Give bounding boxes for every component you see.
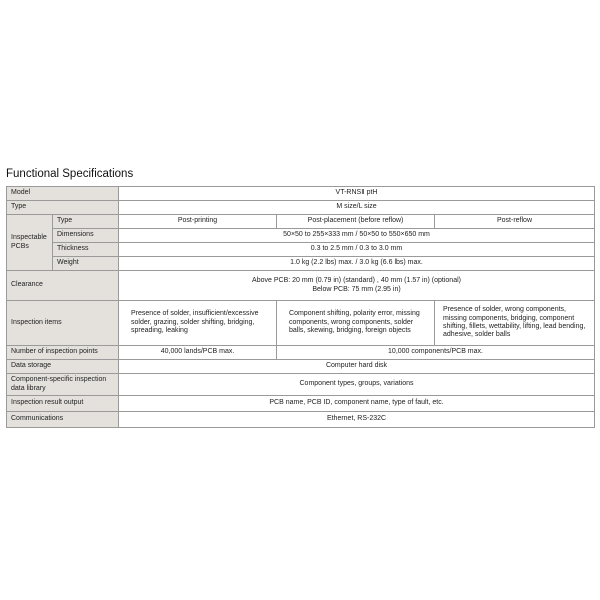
row-inspection-items bbox=[7, 301, 595, 346]
thickness-value: 0.3 to 2.5 mm / 0.3 to 3.0 mm bbox=[119, 243, 595, 257]
row-clearance bbox=[7, 271, 595, 301]
row-data-library bbox=[7, 374, 595, 396]
storage-value: Computer hard disk bbox=[119, 360, 595, 374]
points-value-components: 10,000 components/PCB max. bbox=[277, 346, 595, 360]
row-communications bbox=[7, 412, 595, 428]
clearance-below: Below PCB: 75 mm (2.95 in) bbox=[312, 285, 401, 293]
inspection-post-printing: Presence of solder, insufficient/excessive solder, grazing, solder shifting, bridging, spreading, leaking bbox=[119, 301, 277, 346]
thickness-label: Thickness bbox=[53, 243, 119, 257]
pcb-type-post-printing: Post-printing bbox=[119, 215, 277, 229]
row-pcb-dimensions bbox=[7, 229, 595, 243]
inspection-post-reflow: Presence of solder, wrong components, missing components, bridging, component shifting, fillets, wettability, lifting, lead bending, adhesive, solder balls bbox=[435, 301, 595, 346]
result-label: Inspection result output bbox=[7, 396, 119, 412]
type-label: Type bbox=[7, 201, 119, 215]
comms-value: Ethernet, RS-232C bbox=[119, 412, 595, 428]
page-title: Functional Specifications bbox=[6, 168, 134, 180]
row-pcb-thickness bbox=[7, 243, 595, 257]
model-label: Model bbox=[7, 187, 119, 201]
pcb-type-label: Type bbox=[53, 215, 119, 229]
inspection-post-placement: Component shifting, polarity error, missing components, wrong components, solder balls, skewing, bridging, foreign objects bbox=[277, 301, 435, 346]
clearance-label: Clearance bbox=[7, 271, 119, 301]
weight-label: Weight bbox=[53, 257, 119, 271]
row-model bbox=[7, 187, 595, 201]
row-type bbox=[7, 201, 595, 215]
row-pcb-weight bbox=[7, 257, 595, 271]
row-pcb-type bbox=[7, 215, 595, 229]
model-value: VT-RNSⅡ ptH bbox=[119, 187, 595, 201]
library-label: Component-specific inspection data library bbox=[7, 374, 119, 396]
row-inspection-points bbox=[7, 346, 595, 360]
spec-table bbox=[6, 186, 595, 428]
library-value: Component types, groups, variations bbox=[119, 374, 595, 396]
storage-label: Data storage bbox=[7, 360, 119, 374]
clearance-value bbox=[119, 271, 595, 301]
pcb-type-post-placement: Post-placement (before reflow) bbox=[277, 215, 435, 229]
dimensions-label: Dimensions bbox=[53, 229, 119, 243]
points-label: Number of inspection points bbox=[7, 346, 119, 360]
spec-section bbox=[6, 168, 594, 428]
dimensions-value: 50×50 to 255×333 mm / 50×50 to 550×650 mm bbox=[119, 229, 595, 243]
inspection-items-label: Inspection items bbox=[7, 301, 119, 346]
weight-value: 1.0 kg (2.2 lbs) max. / 3.0 kg (6.6 lbs) max. bbox=[119, 257, 595, 271]
row-data-storage bbox=[7, 360, 595, 374]
comms-label: Communications bbox=[7, 412, 119, 428]
type-value: M size/L size bbox=[119, 201, 595, 215]
clearance-above: Above PCB: 20 mm (0.79 in) (standard) , 40 mm (1.57 in) (optional) bbox=[252, 277, 461, 285]
inspectable-pcbs-label: Inspectable PCBs bbox=[7, 215, 53, 271]
result-value: PCB name, PCB ID, component name, type of fault, etc. bbox=[119, 396, 595, 412]
row-result-output bbox=[7, 396, 595, 412]
pcb-type-post-reflow: Post-reflow bbox=[435, 215, 595, 229]
points-value-lands: 40,000 lands/PCB max. bbox=[119, 346, 277, 360]
